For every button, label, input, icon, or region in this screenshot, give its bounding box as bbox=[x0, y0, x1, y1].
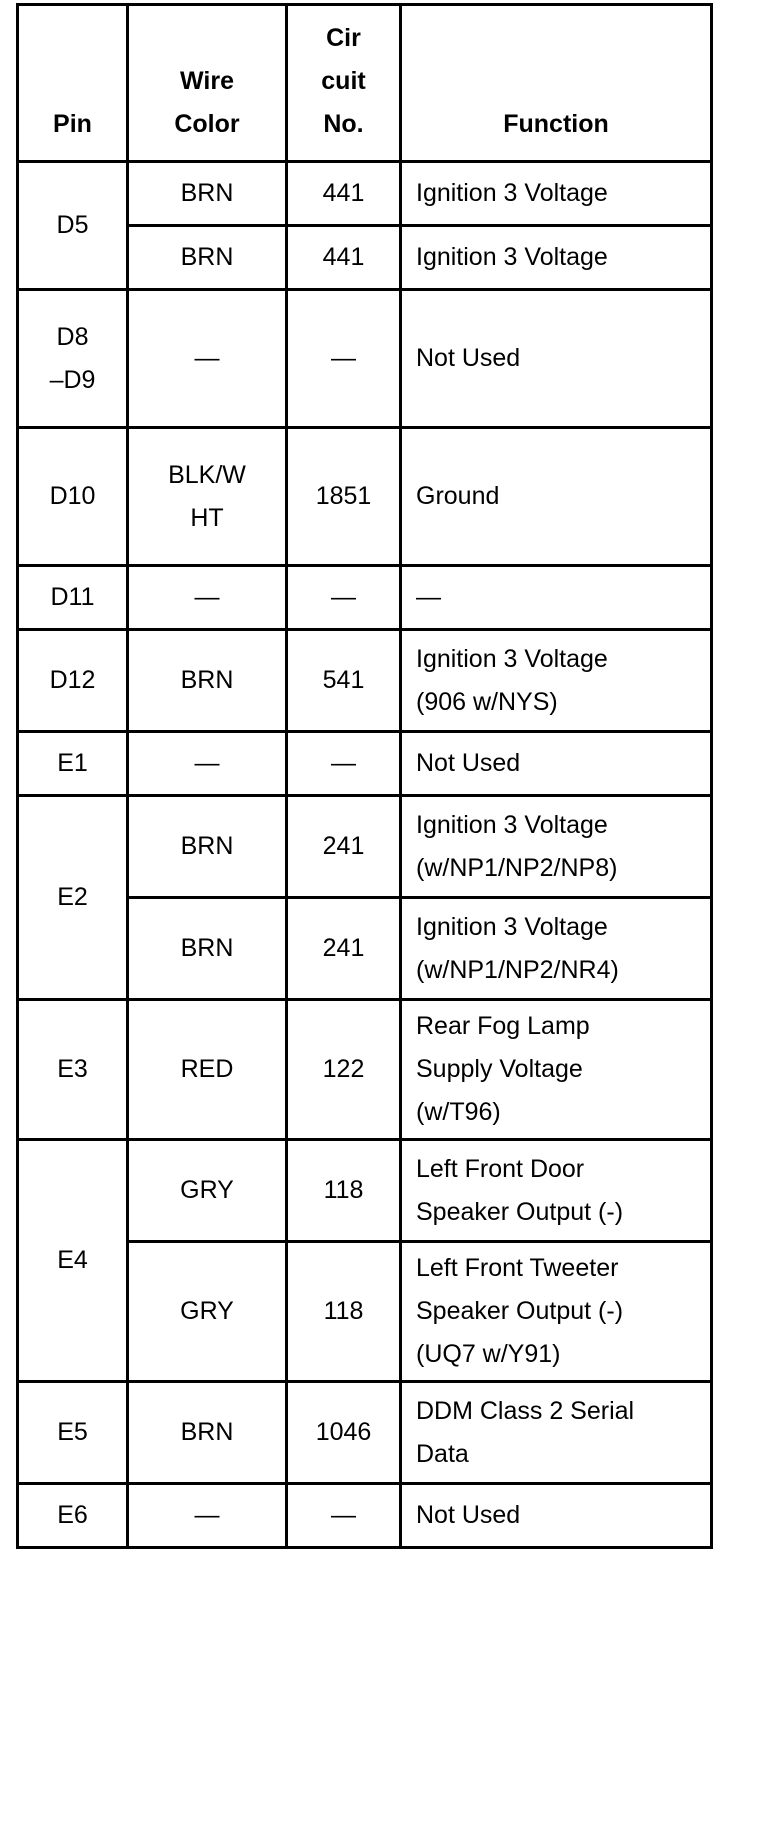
table-row bbox=[18, 796, 712, 898]
table-row bbox=[18, 428, 712, 566]
circuit-no-cell: — bbox=[287, 290, 401, 428]
wire-color-cell: BRN bbox=[128, 630, 287, 732]
wire-color-cell: — bbox=[128, 566, 287, 630]
wire-color-cell: BRN bbox=[128, 796, 287, 898]
table-row bbox=[18, 290, 712, 428]
wire-color-cell: GRY bbox=[128, 1242, 287, 1382]
circuit-no-cell: 1851 bbox=[287, 428, 401, 566]
pin-cell: D5 bbox=[18, 162, 128, 290]
circuit-no-cell: 541 bbox=[287, 630, 401, 732]
circuit-no-cell: 441 bbox=[287, 162, 401, 226]
circuit-no-cell: — bbox=[287, 566, 401, 630]
wire-color-cell: — bbox=[128, 290, 287, 428]
connector-pinout-table bbox=[16, 3, 713, 1549]
table-row bbox=[18, 1000, 712, 1140]
function-cell: Ignition 3 Voltage (w/NP1/NP2/NP8) bbox=[401, 796, 712, 898]
circuit-no-cell: — bbox=[287, 732, 401, 796]
wire-color-cell: BRN bbox=[128, 226, 287, 290]
pin-cell: D11 bbox=[18, 566, 128, 630]
wire-color-cell: BRN bbox=[128, 1382, 287, 1484]
function-cell: Not Used bbox=[401, 290, 712, 428]
pin-cell: D12 bbox=[18, 630, 128, 732]
function-cell: Ignition 3 Voltage bbox=[401, 162, 712, 226]
wire-color-cell: BRN bbox=[128, 162, 287, 226]
function-cell: Left Front Door Speaker Output (-) bbox=[401, 1140, 712, 1242]
circuit-no-cell: 241 bbox=[287, 796, 401, 898]
circuit-no-cell: 122 bbox=[287, 1000, 401, 1140]
header-circuit-no: Cir cuit No. bbox=[287, 5, 401, 162]
wire-color-cell: BRN bbox=[128, 898, 287, 1000]
function-cell: — bbox=[401, 566, 712, 630]
header-wire-color: Wire Color bbox=[128, 5, 287, 162]
function-cell: Not Used bbox=[401, 732, 712, 796]
table-row bbox=[18, 1140, 712, 1242]
circuit-no-cell: 118 bbox=[287, 1242, 401, 1382]
pin-cell: D10 bbox=[18, 428, 128, 566]
header-pin: Pin bbox=[18, 5, 128, 162]
pin-cell: E3 bbox=[18, 1000, 128, 1140]
table-row bbox=[18, 1382, 712, 1484]
circuit-no-cell: — bbox=[287, 1484, 401, 1548]
header-row bbox=[18, 5, 712, 162]
wire-color-cell: BLK/W HT bbox=[128, 428, 287, 566]
pin-cell: E6 bbox=[18, 1484, 128, 1548]
table-body bbox=[18, 162, 712, 1548]
circuit-no-cell: 441 bbox=[287, 226, 401, 290]
header-function: Function bbox=[401, 5, 712, 162]
pin-cell: E2 bbox=[18, 796, 128, 1000]
pin-cell: E4 bbox=[18, 1140, 128, 1382]
wire-color-cell: — bbox=[128, 732, 287, 796]
pin-cell: E5 bbox=[18, 1382, 128, 1484]
wire-color-cell: GRY bbox=[128, 1140, 287, 1242]
wire-color-cell: RED bbox=[128, 1000, 287, 1140]
pin-cell: D8 –D9 bbox=[18, 290, 128, 428]
table-row bbox=[18, 630, 712, 732]
table-row bbox=[18, 1484, 712, 1548]
function-cell: Ignition 3 Voltage (906 w/NYS) bbox=[401, 630, 712, 732]
function-cell: DDM Class 2 Serial Data bbox=[401, 1382, 712, 1484]
function-cell: Not Used bbox=[401, 1484, 712, 1548]
wire-color-cell: — bbox=[128, 1484, 287, 1548]
function-cell: Ignition 3 Voltage (w/NP1/NP2/NR4) bbox=[401, 898, 712, 1000]
function-cell: Ignition 3 Voltage bbox=[401, 226, 712, 290]
table-row bbox=[18, 162, 712, 226]
function-cell: Left Front Tweeter Speaker Output (-) (UQ7 w/Y91) bbox=[401, 1242, 712, 1382]
function-cell: Rear Fog Lamp Supply Voltage (w/T96) bbox=[401, 1000, 712, 1140]
circuit-no-cell: 118 bbox=[287, 1140, 401, 1242]
pin-cell: E1 bbox=[18, 732, 128, 796]
circuit-no-cell: 1046 bbox=[287, 1382, 401, 1484]
circuit-no-cell: 241 bbox=[287, 898, 401, 1000]
table-row bbox=[18, 566, 712, 630]
function-cell: Ground bbox=[401, 428, 712, 566]
table-row bbox=[18, 732, 712, 796]
